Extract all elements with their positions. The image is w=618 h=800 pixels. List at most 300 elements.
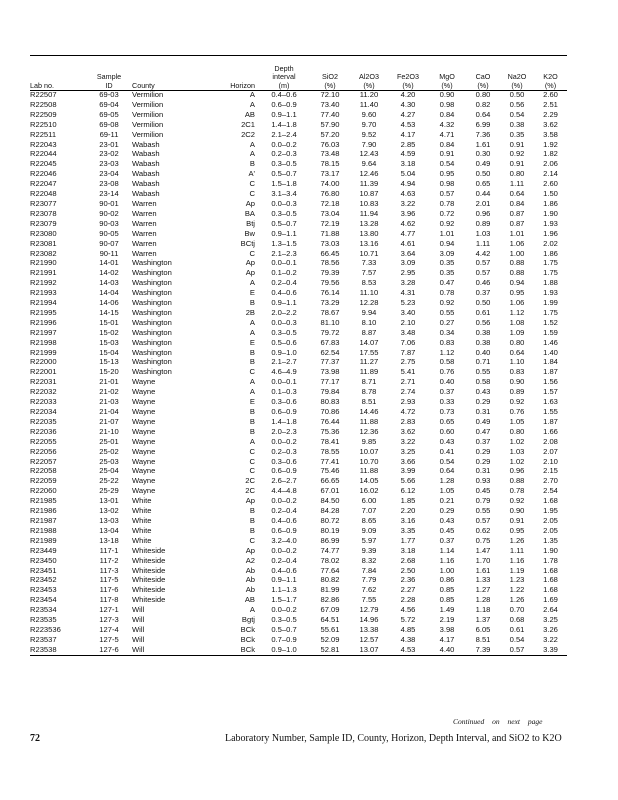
cell-cao: 0.75 [475,535,491,545]
table-row [30,615,567,625]
chemistry-data-table [30,55,567,655]
cell-k2o: 1.46 [543,337,558,347]
cell-cao: 0.49 [475,416,491,426]
cell-cao: 0.57 [475,515,491,525]
cell-lab-no: R21986 [30,506,57,516]
table-row [30,308,567,318]
cell-sio2: 73.48 [320,149,340,159]
cell-lab-no: R23537 [30,634,57,644]
cell-k2o: 2.51 [543,99,558,109]
cell-sample-id: 127-5 [99,634,119,644]
cell-horizon: BCk [240,644,255,654]
cell-na2o: 0.80 [509,169,525,179]
cell-sio2: 79.72 [320,327,340,337]
cell-mgo: 0.98 [439,179,455,189]
cell-k2o: 1.82 [543,149,558,159]
table-row [30,585,567,595]
cell-k2o: 2.02 [543,238,558,248]
table-row [30,120,567,130]
cell-na2o: 0.95 [509,525,525,535]
cell-sample-id: 25-29 [99,486,119,496]
cell-lab-no: R23453 [30,585,57,595]
cell-depth: 0.6–0.9 [271,99,297,109]
cell-horizon: Ap [245,545,255,555]
cell-lab-no: R21989 [30,535,57,545]
cell-depth: 0.4–0.6 [271,288,297,298]
cell-depth: 0.3–0.5 [271,159,297,169]
cell-county: Wayne [132,416,156,426]
cell-county: Washington [132,288,172,298]
cell-lab-no: R21987 [30,515,57,525]
cell-na2o: 0.84 [509,198,525,208]
cell-fe2o3: 3.40 [400,307,416,317]
cell-depth: 0.0–0.3 [271,317,297,327]
cell-mgo: 0.65 [439,416,455,426]
cell-lab-no: R23082 [30,248,57,258]
cell-fe2o3: 4.85 [400,624,416,634]
cell-sample-id: 117-3 [99,565,119,575]
cell-na2o: 0.88 [509,476,525,486]
cell-depth: 0.9–1.1 [271,228,297,238]
cell-fe2o3: 4.61 [400,238,416,248]
cell-sio2: 57.20 [320,129,340,139]
cell-mgo: 0.34 [439,327,455,337]
cell-fe2o3: 2.83 [400,416,416,426]
cell-sio2: 82.86 [320,595,340,605]
table-row [30,258,567,268]
cell-mgo: 0.78 [439,198,455,208]
cell-k2o: 1.63 [543,397,558,407]
cell-cao: 0.89 [475,218,491,228]
table-body [30,90,567,655]
cell-sio2: 71.88 [320,228,340,238]
cell-cao: 0.57 [475,268,491,278]
cell-sio2: 75.36 [320,426,340,436]
cell-depth: 0.6–0.9 [271,466,297,476]
cell-k2o: 3.25 [543,615,558,625]
cell-lab-no: R22048 [30,189,57,199]
cell-na2o: 0.57 [509,644,525,654]
cell-al2o3: 7.55 [361,595,377,605]
cell-horizon: B [249,159,255,169]
cell-fe2o3: 2.20 [400,506,416,516]
cell-sample-id: 15-02 [99,327,119,337]
cell-k2o: 1.93 [543,288,558,298]
cell-al2o3: 11.88 [359,416,379,426]
cell-sample-id: 117-1 [99,545,119,555]
table-row [30,169,567,179]
header-row [30,55,567,90]
cell-sample-id: 13-18 [99,535,119,545]
cell-mgo: 0.54 [439,456,455,466]
cell-horizon: Ab [245,575,255,585]
cell-al2o3: 9.64 [361,159,377,169]
cell-county: Washington [132,327,172,337]
cell-mgo: 0.35 [439,258,455,268]
cell-fe2o3: 7.06 [400,337,416,347]
cell-cao: 0.61 [475,307,491,317]
cell-horizon: Ap [245,198,255,208]
cell-fe2o3: 4.31 [400,288,416,298]
cell-fe2o3: 6.12 [400,486,416,496]
cell-horizon: 2C2 [241,129,255,139]
cell-county: Whiteside [132,575,166,585]
table-row [30,239,567,249]
cell-horizon: A [249,317,255,327]
cell-k2o: 2.08 [543,436,558,446]
table-row [30,348,567,358]
cell-cao: 1.18 [475,605,491,615]
cell-k2o: 1.35 [543,535,558,545]
cell-cao: 0.55 [475,367,491,377]
table-row [30,159,567,169]
table-row [30,427,567,437]
cell-mgo: 1.05 [439,486,455,496]
cell-lab-no: R21999 [30,347,57,357]
cell-mgo: 0.83 [439,337,455,347]
table-row [30,605,567,615]
cell-k2o: 2.64 [543,605,558,615]
cell-k2o: 1.66 [543,426,558,436]
cell-county: Washington [132,258,172,268]
cell-county: Wayne [132,426,156,436]
cell-cao: 1.47 [475,545,491,555]
header-na2o: Na2O (%) [507,72,527,90]
cell-cao: 0.93 [475,476,491,486]
cell-cao: 0.29 [475,446,491,456]
cell-depth: 0.2–0.3 [271,446,297,456]
cell-k2o: 1.75 [543,268,558,278]
cell-horizon: E [249,288,255,298]
cell-na2o: 0.91 [509,515,525,525]
cell-sample-id: 117-5 [99,575,119,585]
cell-k2o: 1.86 [543,248,558,258]
page-number: 72 [30,733,40,744]
cell-k2o: 1.84 [543,357,558,367]
cell-fe2o3: 2.71 [400,377,416,387]
cell-horizon: 2B [245,307,255,317]
cell-al2o3: 6.00 [361,496,377,506]
cell-mgo: 3.98 [439,624,455,634]
table-row [30,417,567,427]
cell-sample-id: 21-03 [99,397,119,407]
cell-sio2: 72.18 [320,198,340,208]
cell-sample-id: 127-6 [99,644,119,654]
cell-sio2: 72.10 [320,90,340,99]
cell-k2o: 1.68 [543,585,558,595]
cell-horizon: Ab [245,585,255,595]
cell-sample-id: 117-2 [99,555,119,565]
cell-cao: 0.50 [475,298,491,308]
cell-county: Wabash [132,159,160,169]
cell-na2o: 0.92 [509,149,525,159]
cell-lab-no: R22509 [30,109,57,119]
cell-county: Warren [132,198,157,208]
table-row [30,566,567,576]
cell-cao: 7.39 [475,644,491,654]
cell-depth: 0.1–0.3 [271,387,297,397]
table-row [30,496,567,506]
cell-al2o3: 8.53 [361,278,377,288]
cell-fe2o3: 4.59 [400,149,416,159]
cell-fe2o3: 4.53 [400,644,416,654]
cell-sio2: 79.39 [320,268,340,278]
cell-fe2o3: 5.23 [400,298,416,308]
cell-lab-no: R22507 [30,90,57,99]
cell-sample-id: 21-01 [99,377,119,387]
header-horizon: Horizon [230,80,255,90]
table-row [30,387,567,397]
header-rule [30,90,567,91]
cell-depth: 0.0–0.2 [271,139,297,149]
cell-al2o3: 14.05 [359,476,379,486]
cell-mgo: 0.92 [439,298,455,308]
cell-county: Wayne [132,486,156,496]
cell-na2o: 0.87 [509,208,525,218]
cell-fe2o3: 4.27 [400,109,416,119]
cell-cao: 8.51 [475,634,491,644]
cell-fe2o3: 2.75 [400,357,416,367]
cell-al2o3: 13.07 [359,644,379,654]
table-row [30,288,567,298]
cell-k2o: 1.87 [543,367,558,377]
cell-mgo: 0.72 [439,208,455,218]
table-row [30,209,567,219]
cell-cao: 0.49 [475,159,491,169]
table-row [30,149,567,159]
cell-depth: 0.9–1.1 [271,575,297,585]
cell-depth: 0.3–0.5 [271,615,297,625]
cell-horizon: C [249,466,255,476]
cell-depth: 0.7–0.9 [271,634,297,644]
table-row [30,249,567,259]
cell-sample-id: 15-03 [99,337,119,347]
cell-mgo: 0.33 [439,397,455,407]
cell-sample-id: 25-02 [99,446,119,456]
cell-na2o: 0.64 [509,189,525,199]
cell-cao: 7.36 [475,129,491,139]
cell-mgo: 0.27 [439,317,455,327]
cell-county: Wabash [132,169,160,179]
cell-fe2o3: 4.56 [400,605,416,615]
cell-sample-id: 69-03 [99,90,119,99]
cell-county: Will [132,624,145,634]
cell-sample-id: 21-07 [99,416,119,426]
cell-depth: 0.4–0.6 [271,515,297,525]
cell-lab-no: R22047 [30,179,57,189]
cell-fe2o3: 3.18 [400,545,416,555]
cell-na2o: 1.22 [509,585,525,595]
cell-depth: 2.1–2.7 [271,357,297,367]
cell-al2o3: 11.89 [359,367,379,377]
cell-mgo: 0.84 [439,139,455,149]
cell-sio2: 73.40 [320,99,340,109]
cell-na2o: 0.80 [509,426,525,436]
cell-sio2: 55.61 [320,624,340,634]
cell-cao: 1.03 [475,228,491,238]
table-row [30,357,567,367]
cell-na2o: 1.26 [509,535,525,545]
cell-sample-id: 15-01 [99,317,119,327]
cell-depth: 0.2–0.3 [271,149,297,159]
cell-cao: 0.56 [475,317,491,327]
cell-na2o: 0.80 [509,337,525,347]
cell-na2o: 1.23 [509,575,525,585]
cell-cao: 1.33 [475,575,491,585]
cell-mgo: 0.40 [439,377,455,387]
cell-cao: 1.11 [475,238,491,248]
cell-na2o: 1.09 [509,327,525,337]
cell-na2o: 0.54 [509,109,525,119]
cell-lab-no: R21992 [30,278,57,288]
cell-sio2: 78.55 [320,446,340,456]
cell-county: Wayne [132,436,156,446]
table-row [30,486,567,496]
cell-sample-id: 13-02 [99,506,119,516]
cell-depth: 0.0–0.3 [271,198,297,208]
cell-sample-id: 25-04 [99,466,119,476]
cell-county: Washington [132,347,172,357]
cell-depth: 3.1–3.4 [271,189,297,199]
cell-cao: 0.37 [475,436,491,446]
cell-k2o: 1.55 [543,407,558,416]
cell-mgo: 0.45 [439,525,455,535]
cell-cao: 6.99 [475,119,491,129]
cell-sample-id: 23-08 [99,179,119,189]
cell-na2o: 0.68 [509,615,525,625]
cell-horizon: B [249,347,255,357]
cell-county: Whiteside [132,585,166,595]
cell-sample-id: 14-04 [99,288,119,298]
cell-lab-no: R21990 [30,258,57,268]
cell-al2o3: 10.87 [359,189,379,199]
cell-na2o: 1.02 [509,436,525,446]
cell-lab-no: R22055 [30,436,57,446]
cell-lab-no: R22058 [30,466,57,476]
cell-mgo: 2.19 [439,615,455,625]
cell-mgo: 0.37 [439,535,455,545]
cell-cao: 6.05 [475,624,491,634]
cell-sio2: 62.54 [320,347,340,357]
cell-na2o: 1.12 [509,307,525,317]
cell-al2o3: 12.28 [359,298,379,308]
cell-na2o: 1.00 [509,248,525,258]
cell-lab-no: R223536 [30,624,61,634]
cell-k2o: 1.96 [543,228,558,238]
cell-mgo: 0.58 [439,357,455,367]
cell-k2o: 1.59 [543,327,558,337]
cell-k2o: 1.50 [543,189,558,199]
header-sample-id: Sample ID [96,72,122,90]
cell-sample-id: 90-03 [99,218,119,228]
cell-k2o: 2.05 [543,515,558,525]
cell-lab-no: R21996 [30,317,57,327]
cell-horizon: AB [244,595,255,605]
cell-al2o3: 11.39 [359,179,379,189]
header-cao: CaO (%) [475,72,491,90]
cell-county: Will [132,644,145,654]
cell-lab-no: R22044 [30,149,57,159]
cell-county: Vermilion [132,129,164,139]
cell-horizon: A [249,377,255,387]
cell-depth: 0.3–0.5 [271,327,297,337]
cell-horizon: AB [244,109,255,119]
cell-sio2: 64.51 [320,615,340,625]
cell-county: Washington [132,357,172,367]
cell-sample-id: 14-01 [99,258,119,268]
cell-fe2o3: 7.87 [400,347,416,357]
cell-al2o3: 12.36 [359,426,379,436]
cell-horizon: A [249,436,255,446]
cell-depth: 0.9–1.0 [271,644,297,654]
cell-al2o3: 7.79 [361,575,377,585]
cell-fe2o3: 3.22 [400,198,416,208]
cell-sio2: 77.37 [320,357,340,367]
cell-mgo: 1.01 [439,228,455,238]
cell-cao: 0.29 [475,397,491,407]
table-row [30,407,567,417]
cell-sio2: 67.01 [320,486,340,496]
cell-depth: 0.0–0.2 [271,605,297,615]
cell-lab-no: R22045 [30,159,57,169]
cell-mgo: 0.90 [439,90,455,99]
cell-k2o: 1.68 [543,496,558,506]
table-row [30,278,567,288]
cell-mgo: 0.85 [439,585,455,595]
cell-na2o: 0.90 [509,377,525,387]
table-row [30,526,567,536]
cell-depth: 0.0–0.2 [271,496,297,506]
table-row [30,506,567,516]
cell-mgo: 0.91 [439,149,455,159]
cell-horizon: BCtj [240,238,255,248]
cell-k2o: 2.07 [543,446,558,456]
cell-cao: 0.29 [475,456,491,466]
cell-na2o: 0.87 [509,218,525,228]
cell-fe2o3: 3.35 [400,525,416,535]
cell-sio2: 57.90 [320,119,340,129]
cell-sio2: 80.82 [320,575,340,585]
cell-county: White [132,496,152,506]
cell-mgo: 4.17 [439,634,455,644]
cell-k2o: 1.93 [543,218,558,228]
table-row [30,645,567,655]
cell-mgo: 0.64 [439,466,455,476]
cell-al2o3: 8.10 [361,317,377,327]
cell-sample-id: 15-04 [99,347,119,357]
cell-cao: 0.64 [475,109,491,119]
cell-depth: 0.0–0.2 [271,436,297,446]
table-row [30,328,567,338]
cell-cao: 0.40 [475,347,491,357]
cell-al2o3: 5.97 [361,535,377,545]
cell-na2o: 0.35 [509,129,525,139]
cell-fe2o3: 3.66 [400,456,416,466]
cell-lab-no: R22511 [30,129,57,139]
cell-cao: 0.79 [475,496,491,506]
cell-county: Warren [132,208,157,218]
cell-na2o: 0.91 [509,139,525,149]
cell-lab-no: R21993 [30,288,57,298]
cell-na2o: 1.06 [509,238,525,248]
cell-lab-no: R22031 [30,377,57,387]
cell-al2o3: 10.70 [359,456,379,466]
table-row [30,546,567,556]
cell-sio2: 77.40 [320,109,340,119]
table-row [30,298,567,308]
cell-fe2o3: 3.64 [400,248,416,258]
cell-horizon: C [249,248,255,258]
